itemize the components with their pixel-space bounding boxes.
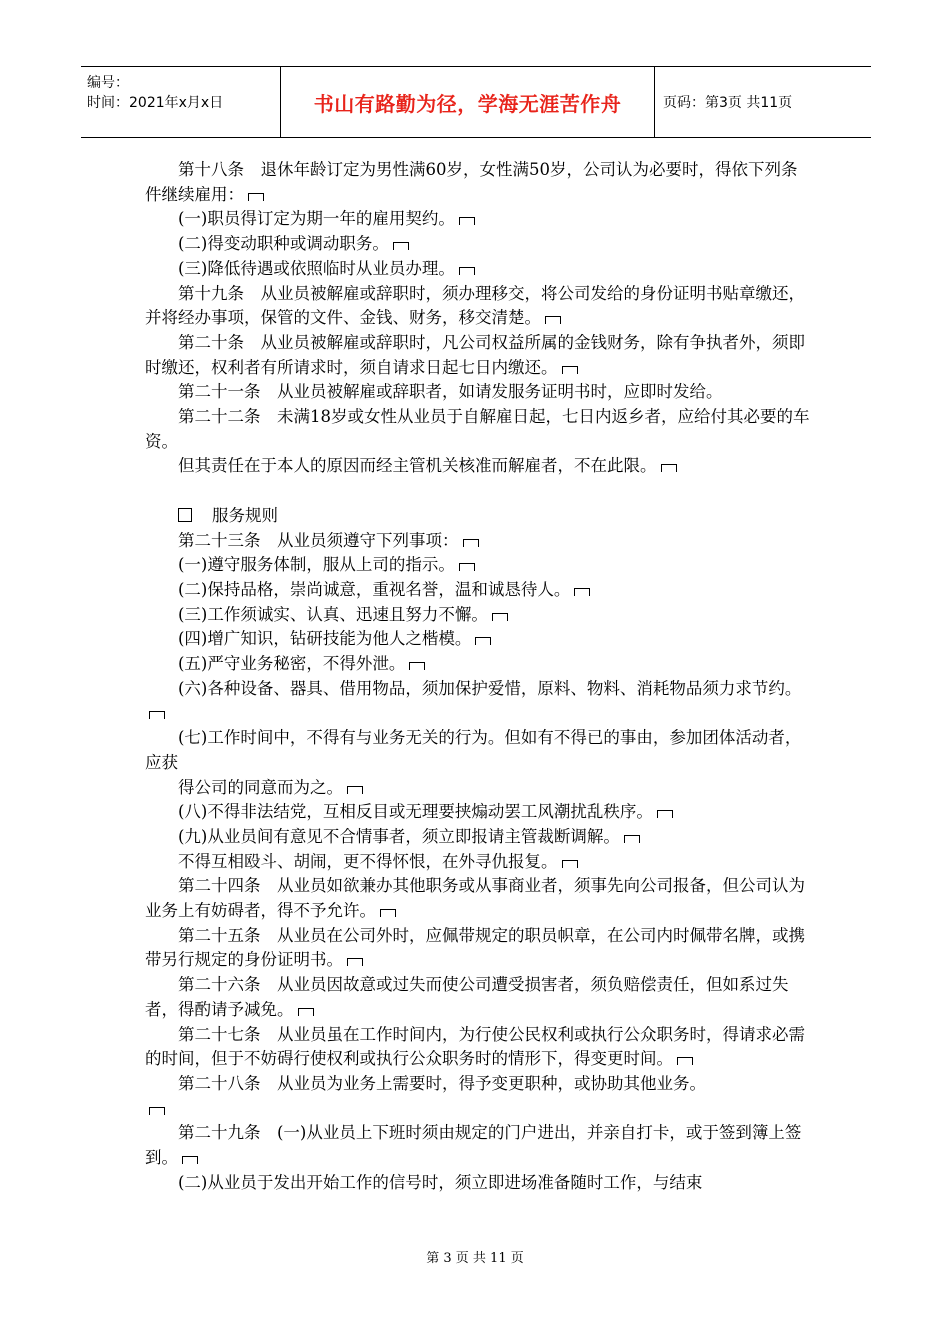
paragraph <box>145 158 810 207</box>
paragraph <box>145 1097 810 1122</box>
paragraph <box>145 1171 810 1196</box>
paragraph-text: (六)各种设备、器具、借用物品，须加保护爱惜，原料、物料、消耗物品须力求节约。 <box>178 678 802 698</box>
paragraph <box>145 282 810 331</box>
paragraph-mark-icon <box>347 786 363 794</box>
paragraph <box>145 454 810 479</box>
header-meta <box>81 67 281 137</box>
paragraph-text: (四)增广知识，钻研技能为他人之楷模。 <box>178 629 472 649</box>
rules-section-1 <box>145 158 810 479</box>
page-header <box>81 66 871 138</box>
paragraph-mark-icon <box>182 1156 198 1164</box>
paragraph-text: 第二十四条 从业员如欲兼办其他职务或从事商业者，须事先向公司报备，但公司认为业务上有妨碍者，得不予允许。 <box>145 876 805 921</box>
paragraph-mark-icon <box>661 464 677 472</box>
paragraph-text: 但其责任在于本人的原因而经主管机关核准而解雇者，不在此限。 <box>178 456 657 476</box>
paragraph <box>145 257 810 282</box>
document-date-label: 时间：2021年x月x日 <box>87 95 224 111</box>
paragraph <box>145 207 810 232</box>
paragraph-text: 第二十一条 从业员被解雇或辞职者，如请发服务证明书时，应即时发给。 <box>178 382 723 402</box>
paragraph-text: 第二十七条 从业员虽在工作时间内，为行使公民权利或执行公众职务时，得请求必需的时间，但于不妨碍行使权利或执行公众职务时的情形下，得变更时间。 <box>145 1024 805 1069</box>
paragraph-text: 第十八条 退休年龄订定为男性满60岁，女性满50岁，公司认为必要时，得依下列条件继续雇用： <box>145 160 798 204</box>
paragraph <box>145 652 810 677</box>
header-motto: 书山有路勤为径，学海无涯苦作舟 <box>313 91 622 116</box>
paragraph-text: (三)降低待遇或依照临时从业员办理。 <box>178 258 455 278</box>
section-heading <box>145 504 810 529</box>
paragraph-mark-icon <box>463 539 479 547</box>
paragraph <box>145 1023 810 1072</box>
document-body <box>145 158 810 1196</box>
paragraph <box>145 1121 810 1170</box>
checkbox-square-icon <box>178 508 192 522</box>
paragraph-text: 第二十五条 从业员在公司外时，应佩带规定的职员帜章，在公司内时佩带名牌，或携带另行规定的身份证明书。 <box>145 925 805 970</box>
paragraph <box>145 776 810 801</box>
paragraph-mark-icon <box>677 1057 693 1065</box>
paragraph-text: (八)不得非法结党，互相反目或无理要挟煽动罢工风潮扰乱秩序。 <box>178 802 653 822</box>
paragraph <box>145 874 810 923</box>
paragraph-text: 得公司的同意而为之。 <box>178 777 343 797</box>
paragraph-text: (一)遵守服务体制，服从上司的指示。 <box>178 555 455 575</box>
paragraph-text: 第二十条 从业员被解雇或辞职时，凡公司权益所属的金钱财务，除有争执者外，须即时缴还，权利者有所请求时，须自请求日起七日内缴还。 <box>145 332 805 377</box>
paragraph <box>145 529 810 554</box>
paragraph <box>145 726 810 775</box>
page-footer: 第 3 页 共 11 页 <box>426 1251 524 1266</box>
paragraph-mark-icon <box>574 588 590 596</box>
paragraph-text: 第二十九条 (一)从业员上下班时须由规定的门户进出，并亲自打卡，或于签到簿上签到。 <box>145 1123 802 1168</box>
header-motto-cell <box>281 67 655 137</box>
document-number-label: 编号： <box>87 75 129 91</box>
header-page-number: 页码：第3页 共11页 <box>663 95 793 111</box>
paragraph-mark-icon <box>657 810 673 818</box>
paragraph-mark-icon <box>248 193 264 201</box>
paragraph <box>145 331 810 380</box>
paragraph-text: (九)从业员间有意见不合情事者，须立即报请主管裁断调解。 <box>178 826 620 846</box>
paragraph <box>145 380 810 405</box>
header-page-cell <box>655 67 871 137</box>
paragraph-text: 第二十八条 从业员为业务上需要时，得予变更职种，或协助其他业务。 <box>178 1074 706 1093</box>
paragraph-text: 不得互相殴斗、胡闹，更不得怀恨，在外寻仇报复。 <box>178 851 558 871</box>
paragraph-mark-icon <box>459 267 475 275</box>
paragraph-text: 第二十二条 未满18岁或女性从业员于自解雇日起，七日内返乡者，应给付其必要的车资。 <box>145 407 810 451</box>
paragraph <box>145 825 810 850</box>
paragraph <box>145 405 810 454</box>
paragraph-mark-icon <box>624 835 640 843</box>
paragraph-mark-icon <box>492 613 508 621</box>
paragraph-text: (五)严守业务秘密，不得外泄。 <box>178 654 406 674</box>
paragraph-text: (二)从业员于发出开始工作的信号时，须立即进场准备随时工作，与结束 <box>178 1172 703 1192</box>
paragraph-mark-icon <box>149 1107 165 1115</box>
paragraph-mark-icon <box>459 563 475 571</box>
section-spacer <box>145 479 810 504</box>
paragraph-text: (七)工作时间中，不得有与业务无关的行为。但如有不得已的事由，参加团体活动者，应获 <box>145 728 802 772</box>
paragraph-mark-icon <box>459 217 475 225</box>
paragraph <box>145 553 810 578</box>
paragraph <box>145 973 810 1022</box>
paragraph-text: 第二十六条 从业员因故意或过失而使公司遭受损害者，须负赔偿责任，但如系过失者，得酌请予减免。 <box>145 975 789 1019</box>
paragraph-mark-icon <box>393 242 409 250</box>
paragraph-mark-icon <box>149 711 165 719</box>
paragraph <box>145 578 810 603</box>
paragraph <box>145 1072 810 1097</box>
paragraph-text: (二)得变动职种或调动职务。 <box>178 234 389 254</box>
paragraph <box>145 800 810 825</box>
paragraph-mark-icon <box>545 316 561 324</box>
paragraph-mark-icon <box>380 909 396 917</box>
paragraph-text: 第十九条 从业员被解雇或辞职时，须办理移交，将公司发给的身份证明书贴章缴还，并将经办事项，保管的文件、金钱、财务，移交清楚。 <box>145 283 805 328</box>
paragraph-mark-icon <box>347 958 363 966</box>
paragraph <box>145 850 810 875</box>
paragraph <box>145 232 810 257</box>
paragraph-mark-icon <box>562 366 578 374</box>
paragraph-mark-icon <box>409 662 425 670</box>
rules-section-2 <box>145 529 810 1196</box>
paragraph-text: (二)保持品格，崇尚诚意，重视名誉，温和诚恳待人。 <box>178 579 571 599</box>
paragraph-text: (三)工作须诚实、认真、迅速且努力不懈。 <box>178 604 488 624</box>
paragraph <box>145 627 810 652</box>
paragraph-text: (一)职员得订定为期一年的雇用契约。 <box>178 209 455 229</box>
paragraph <box>145 603 810 628</box>
paragraph-mark-icon <box>298 1008 314 1016</box>
section-title: 服务规则 <box>212 505 278 525</box>
paragraph-mark-icon <box>562 860 578 868</box>
paragraph <box>145 677 810 726</box>
paragraph-text: 第二十三条 从业员须遵守下列事项： <box>178 530 459 550</box>
paragraph <box>145 924 810 973</box>
paragraph-mark-icon <box>475 637 491 645</box>
